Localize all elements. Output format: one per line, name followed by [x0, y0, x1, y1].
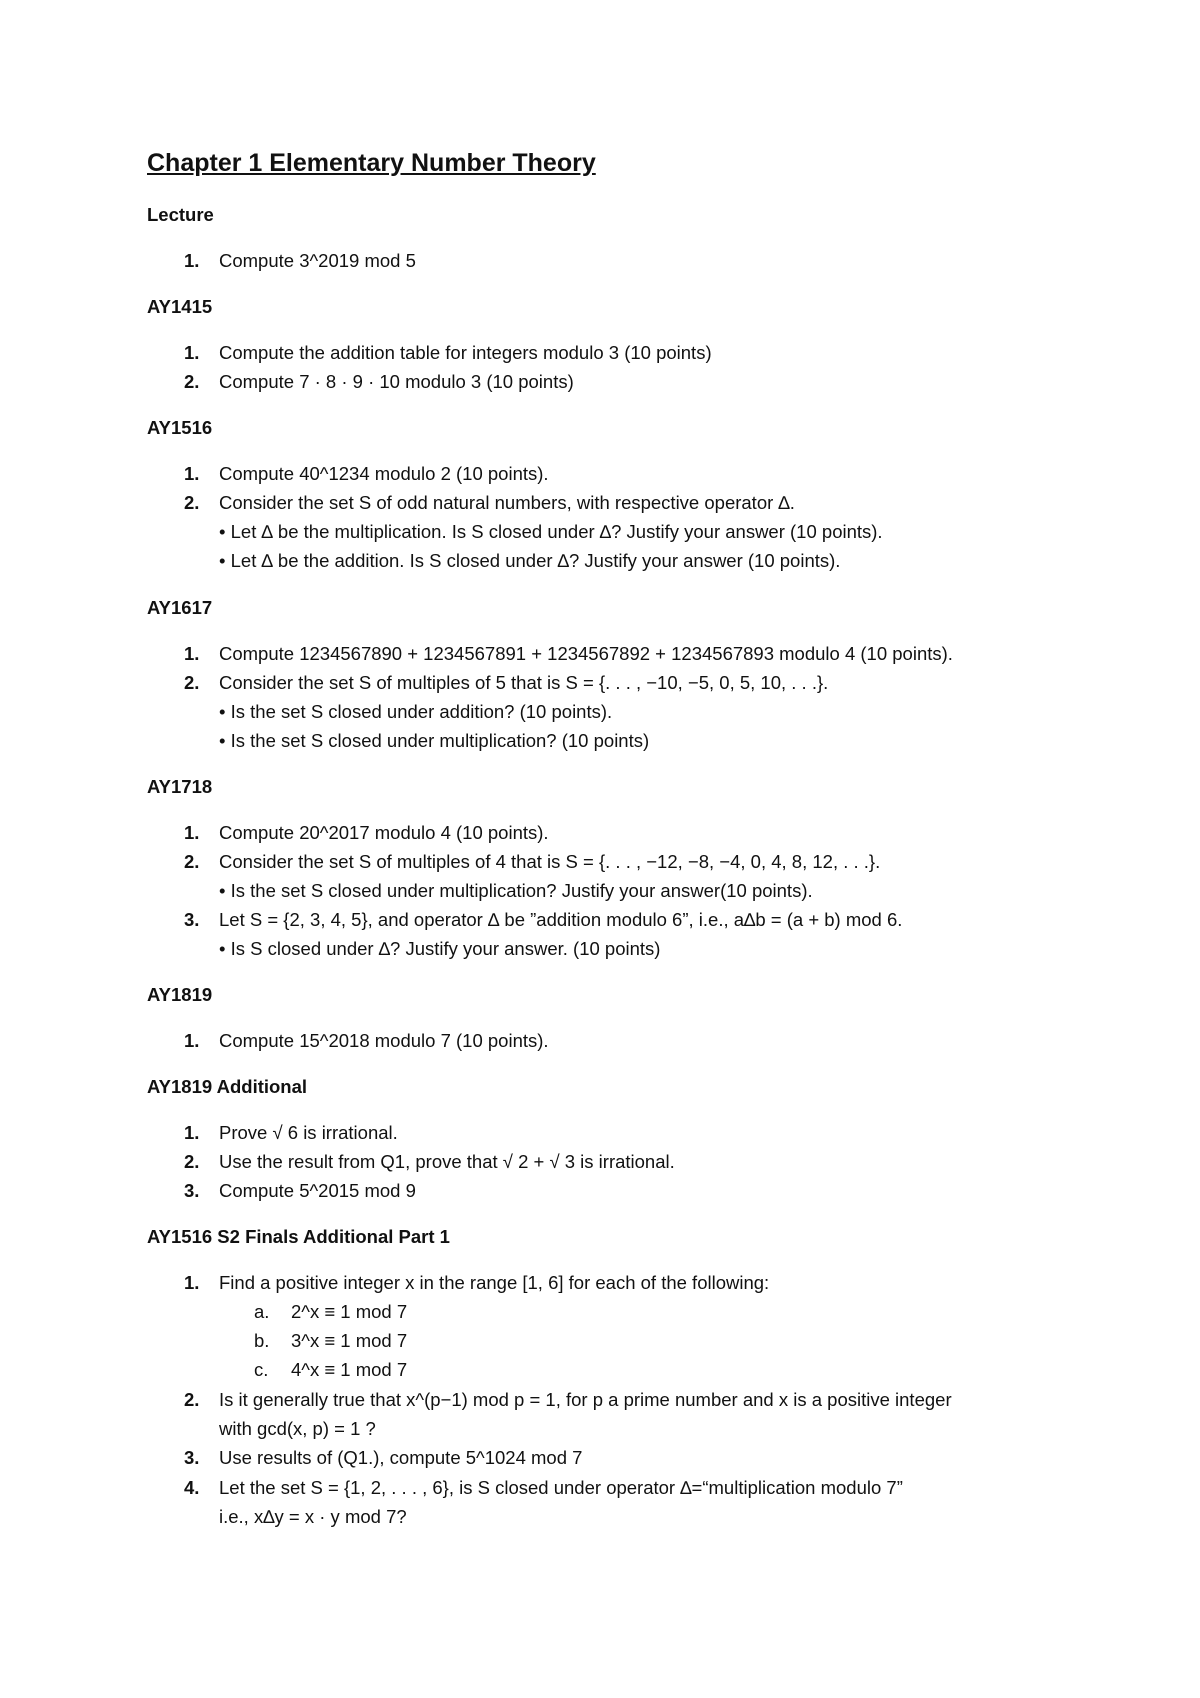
bullet-point: • Let ∆ be the multiplication. Is S closed under ∆? Justify your answer (10 points). — [219, 521, 883, 542]
item-text: Compute 15^2018 modulo 7 (10 points). — [219, 1030, 549, 1051]
sub-item-label: b. — [254, 1330, 270, 1351]
item-text-continuation: with gcd(x, p) = 1 ? — [219, 1418, 376, 1439]
item-text: Find a positive integer x in the range [1, 6] for each of the following: — [219, 1272, 770, 1293]
item-text: Let S = {2, 3, 4, 5}, and operator ∆ be ”addition modulo 6”, i.e., a∆b = (a + b) mod 6. — [219, 909, 903, 930]
item-number: 2. — [184, 672, 200, 693]
bullet-point: • Is S closed under ∆? Justify your answer. (10 points) — [219, 938, 661, 959]
section-heading-ay1819-additional: AY1819 Additional — [147, 1076, 308, 1097]
section-heading-ay1516: AY1516 — [147, 417, 213, 438]
item-number: 2. — [184, 1389, 200, 1410]
item-text: Compute 7 · 8 · 9 · 10 modulo 3 (10 points) — [219, 371, 574, 392]
item-text: Consider the set S of multiples of 4 that is S = {. . . , −12, −8, −4, 0, 4, 8, 12, . . .}. — [219, 851, 881, 872]
page-title: Chapter 1 Elementary Number Theory — [147, 149, 596, 177]
sub-item-text: 2^x ≡ 1 mod 7 — [291, 1301, 408, 1322]
item-number: 2. — [184, 1151, 200, 1172]
item-number: 1. — [184, 463, 200, 484]
section-heading-ay1415: AY1415 — [147, 296, 213, 317]
item-number: 1. — [184, 1030, 200, 1051]
item-number: 1. — [184, 342, 200, 363]
section-heading-lecture: Lecture — [147, 204, 214, 225]
item-text: Compute 1234567890 + 1234567891 + 1234567892 + 1234567893 modulo 4 (10 points). — [219, 643, 953, 664]
item-text: Compute the addition table for integers modulo 3 (10 points) — [219, 342, 712, 363]
item-number: 3. — [184, 1180, 200, 1201]
sub-item-label: c. — [254, 1359, 269, 1380]
section-heading-ay1617: AY1617 — [147, 597, 213, 618]
section-heading-ay1819: AY1819 — [147, 984, 213, 1005]
item-text: Prove √ 6 is irrational. — [219, 1122, 398, 1143]
item-text: Is it generally true that x^(p−1) mod p = 1, for p a prime number and x is a positive integer — [219, 1389, 952, 1410]
section-heading-ay1718: AY1718 — [147, 776, 213, 797]
item-text: Compute 5^2015 mod 9 — [219, 1180, 416, 1201]
bullet-point: • Let ∆ be the addition. Is S closed under ∆? Justify your answer (10 points). — [219, 550, 841, 571]
item-number: 1. — [184, 1122, 200, 1143]
item-number: 3. — [184, 909, 200, 930]
item-text: Let the set S = {1, 2, . . . , 6}, is S closed under operator ∆=“multiplication modulo 7” — [219, 1477, 903, 1498]
bullet-point: • Is the set S closed under addition? (10 points). — [219, 701, 613, 722]
item-text: Consider the set S of odd natural numbers, with respective operator ∆. — [219, 492, 795, 513]
sub-item-label: a. — [254, 1301, 270, 1322]
item-text: Compute 3^2019 mod 5 — [219, 250, 416, 271]
bullet-point: • Is the set S closed under multiplication? Justify your answer(10 points). — [219, 880, 813, 901]
item-number: 1. — [184, 250, 200, 271]
item-text: Compute 20^2017 modulo 4 (10 points). — [219, 822, 549, 843]
bullet-point: • Is the set S closed under multiplication? (10 points) — [219, 730, 650, 751]
item-text-continuation: i.e., x∆y = x · y mod 7? — [219, 1506, 407, 1527]
item-number: 1. — [184, 822, 200, 843]
item-number: 3. — [184, 1447, 200, 1468]
item-number: 1. — [184, 643, 200, 664]
item-number: 1. — [184, 1272, 200, 1293]
item-number: 4. — [184, 1477, 200, 1498]
section-heading-ay1516-s2-finals: AY1516 S2 Finals Additional Part 1 — [147, 1226, 450, 1247]
item-text: Compute 40^1234 modulo 2 (10 points). — [219, 463, 549, 484]
item-number: 2. — [184, 851, 200, 872]
item-text: Use the result from Q1, prove that √ 2 + √ 3 is irrational. — [219, 1151, 675, 1172]
sub-item-text: 4^x ≡ 1 mod 7 — [291, 1359, 408, 1380]
item-number: 2. — [184, 371, 200, 392]
item-text: Consider the set S of multiples of 5 that is S = {. . . , −10, −5, 0, 5, 10, . . .}. — [219, 672, 829, 693]
item-number: 2. — [184, 492, 200, 513]
sub-item-text: 3^x ≡ 1 mod 7 — [291, 1330, 408, 1351]
item-text: Use results of (Q1.), compute 5^1024 mod 7 — [219, 1447, 583, 1468]
